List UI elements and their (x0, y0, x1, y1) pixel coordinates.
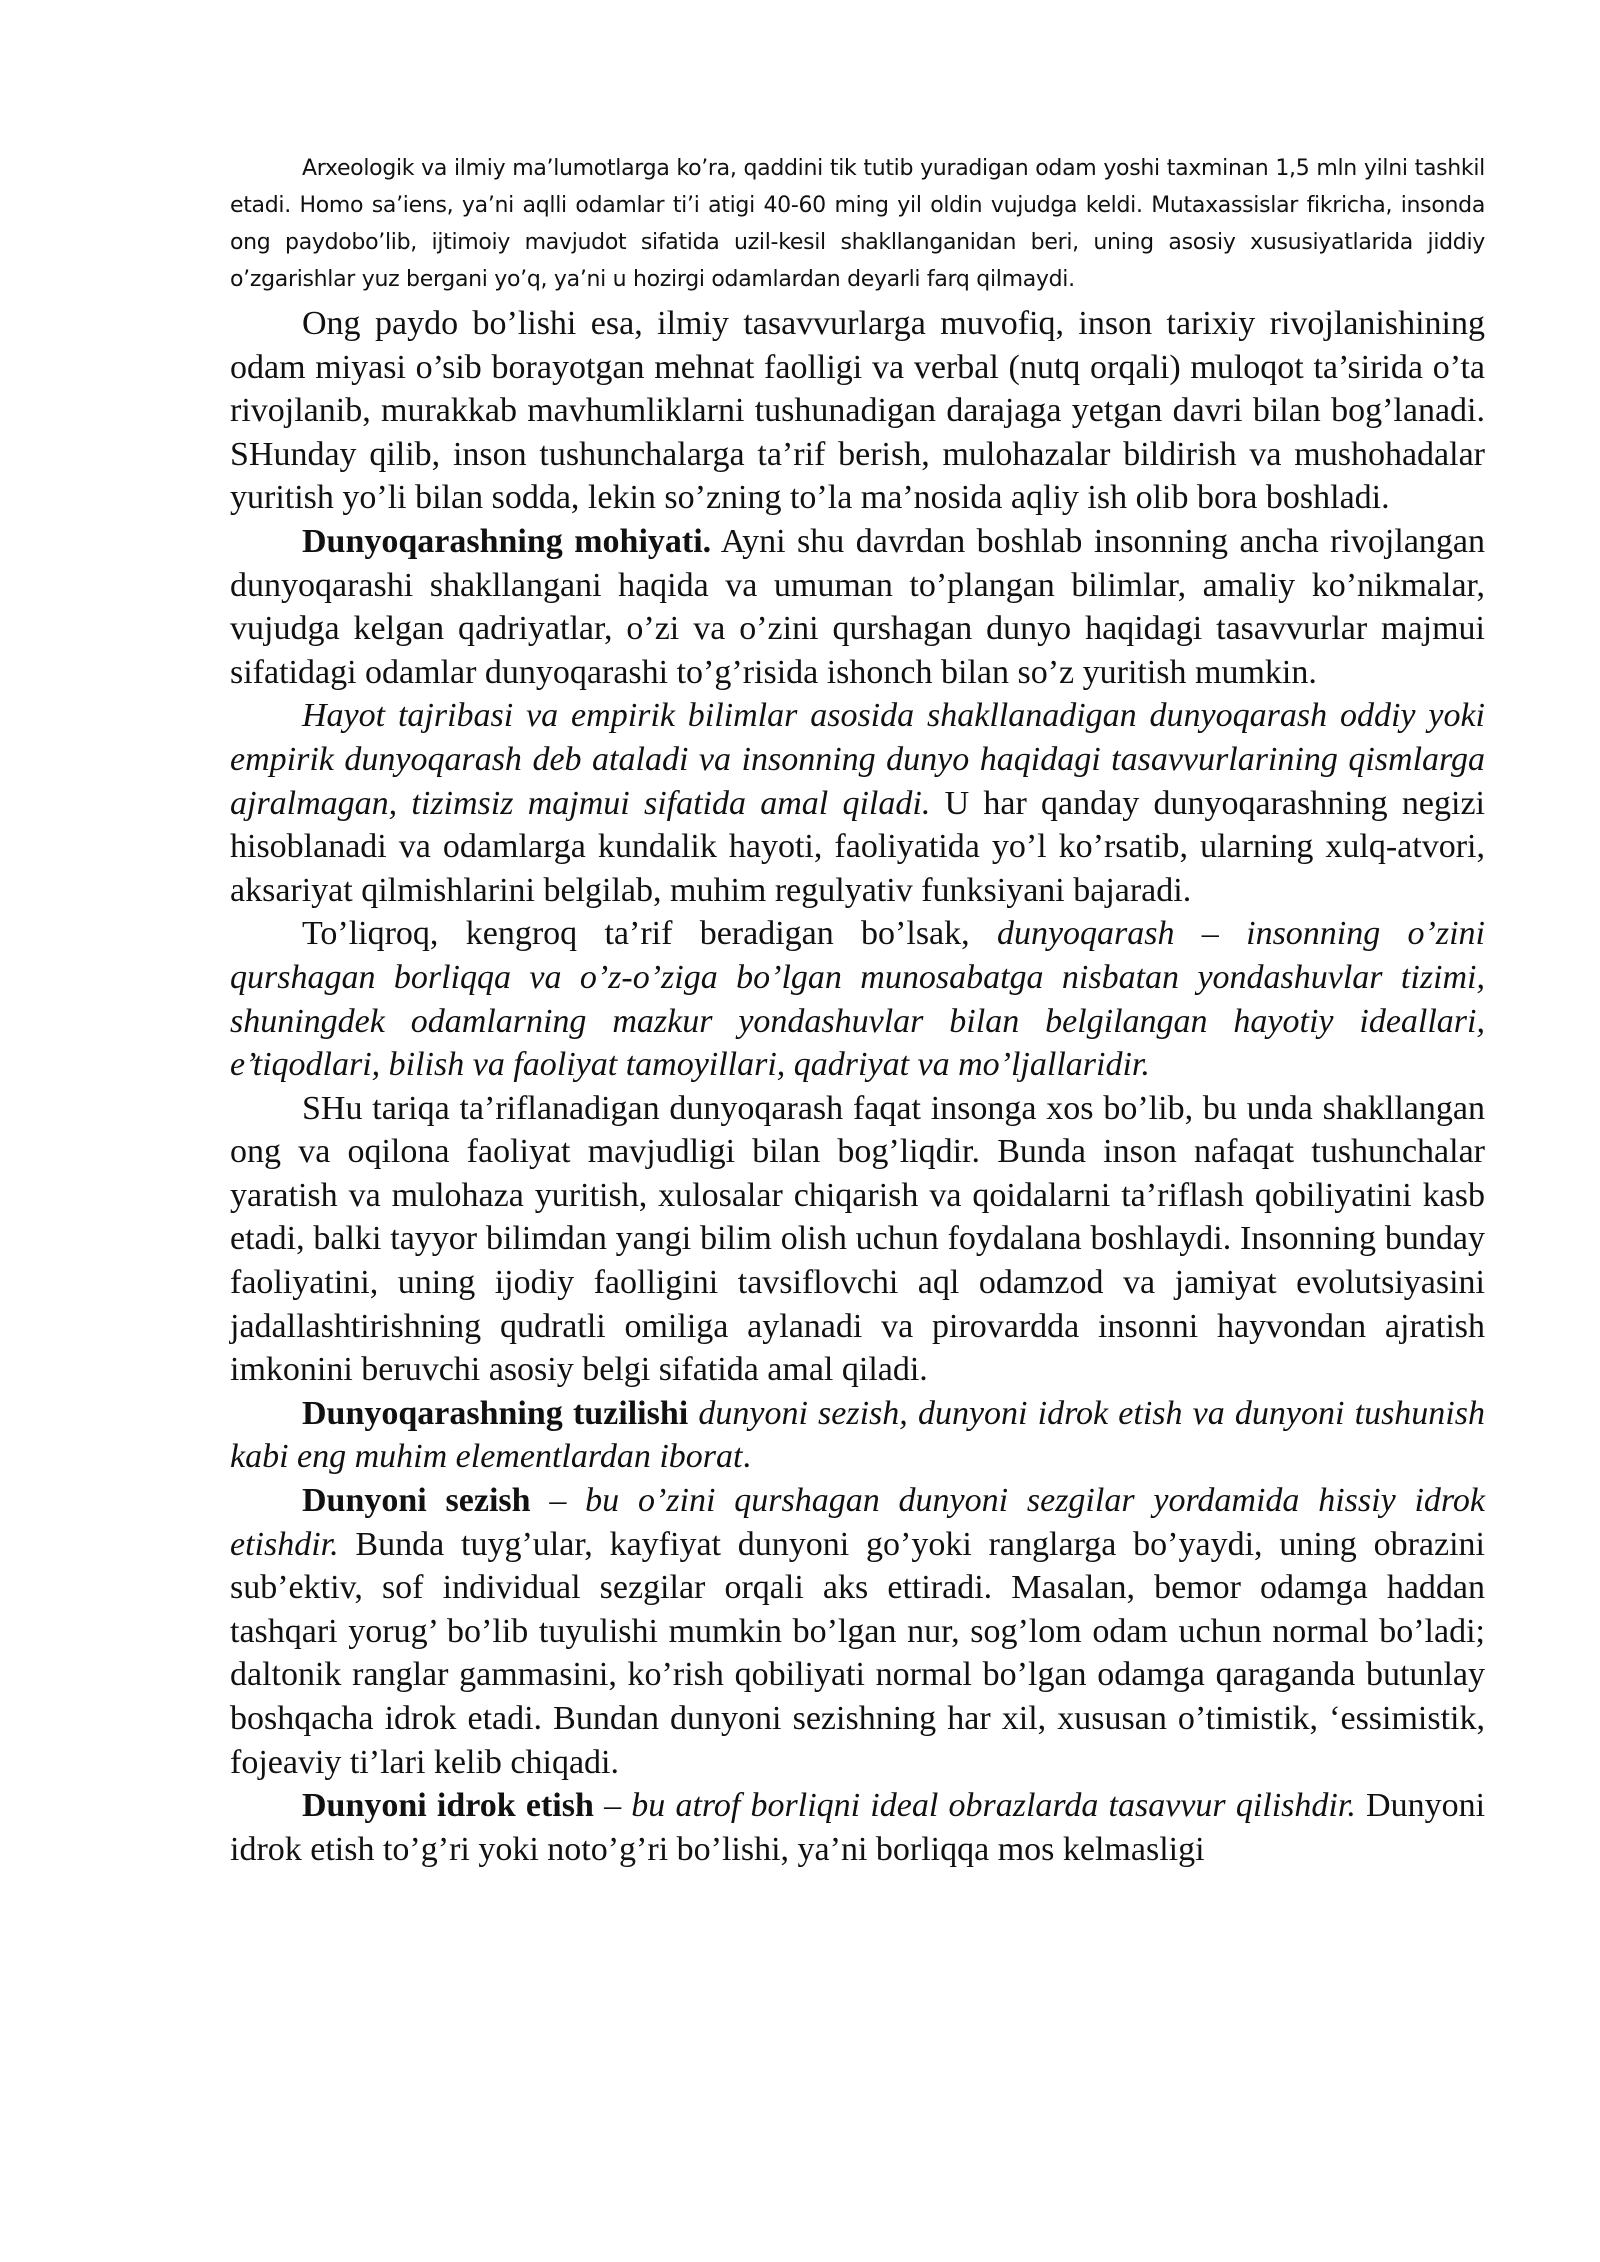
run-normal: – (530, 1482, 586, 1520)
run-normal: Dunyoni idrok etish to’g’ri yoki noto’g’ri bo’lishi, ya’ni borliqqa mos kelmasligi (230, 1787, 1486, 1868)
run-normal: U har qanday dunyoqarashning negizi hisoblanadi va odamlarga kundalik hayoti, faoliyatida yo’l ko’rsatib, ularning xulq-atvori, aksariyat qilmishlarini belgilab, muhim regulyativ funksiyani bajaradi. (230, 784, 1485, 909)
run-italic: bu o’zini qurshagan dunyoni sezgilar yordamida hissiy idrok etishdir. (230, 1482, 1485, 1563)
run-bold-heading: Dunyoqarashning tuzilishi (302, 1394, 689, 1432)
run-normal: To’liqroq, kengroq ta’rif beradigan bo’lsak, (302, 915, 997, 953)
paragraph-9 (230, 1784, 1485, 1871)
run-normal: SHu tariqa ta’riflanadigan dunyoqarash faqat insonga xos bo’lib, bu unda shakllangan ong va oqilona faoliyat mavjudligi bilan bog’liqdir. Bunda inson nafaqat tushunchalar yaratish va mulohaza yuritish, xulosalar chiqarish va qoidalarni ta’riflash qobiliyatini kasb etadi, balki tayyor bilimdan yangi bilim olish uchun foydalana boshlaydi. Insonning bunday faoliyatini, uning ijodiy faolligini tavsiflovchi aql odamzod va jamiyat evolutsiyasini jadallashtirishning qudratli omiliga aylanadi va pirovardda insonni hayvondan ajratish imkonini beruvchi asosiy belgi sifatida amal qiladi. (230, 1089, 1485, 1389)
run-normal: Ong paydo bo’lishi esa, ilmiy tasavvurlarga muvofiq, inson tarixiy rivojlanishining odam miyasi o’sib borayotgan mehnat faolligi va verbal (nutq orqali) muloqot ta’sirida o’ta rivojlanib, murakkab mavhumliklarni tushunadigan darajaga yetgan davri bilan bog’lanadi. SHunday qilib, inson tushunchalarga ta’rif berish, mulohazalar bildirish va mushohadalar yuritish yo’li bilan sodda, lekin so’zning to’la ma’nosida aqliy ish olib bora boshladi. (230, 305, 1485, 517)
run-normal: Ayni shu davrdan boshlab insonning ancha rivojlangan dunyoqarashi shakllangani haqida va umuman to’plangan bilimlar, amaliy ko’nikmalar, vujudga kelgan qadriyatlar, o’zi va o’zini qurshagan dunyo haqidagi tasavvurlar majmui sifatidagi odamlar dunyoqarashi to’g’risida ishonch bilan so’z yuritish mumkin. (230, 522, 1485, 691)
run-normal: Bunda tuyg’ular, kayfiyat dunyoni go’yoki ranglarga bo’yaydi, uning obrazini sub’ektiv, sof individual sezgilar orqali aks ettiradi. Masalan, bemor odamga haddan tashqari yorug’ bo’lib tuyulishi mumkin bo’lgan nur, sog’lom odam uchun normal bo’ladi; daltonik ranglar gammasini, ko’rish qobiliyati normal bo’lgan odamga qaraganda butunlay boshqacha idrok etadi. Bundan dunyoni sezishning har xil, xususan o’timistik, ‘essimistik, fojeaviy ti’lari kelib chiqadi. (230, 1525, 1485, 1781)
run-italic: bu atrof borliqni ideal obrazlarda tasavvur qilishdir. (631, 1787, 1356, 1825)
paragraph-1 (230, 150, 1485, 298)
run-bold-heading: Dunyoni idrok etish (302, 1787, 594, 1825)
run-italic: Hayot tajribasi va empirik bilimlar asosida shakllanadigan dunyoqarash oddiy yoki empirik dunyoqarash deb ataladi va insonning dunyo haqidagi tasavvurlarining qismlarga ajralmagan, tizimsiz majmui sifatida amal qiladi. (230, 697, 1485, 822)
document-page (230, 150, 1485, 1871)
paragraph-5 (230, 912, 1485, 1086)
run-normal: – (593, 1787, 632, 1825)
run-bold-heading: Dunyoni sezish (302, 1482, 531, 1520)
paragraph-6 (230, 1087, 1485, 1392)
paragraph-3 (230, 520, 1485, 694)
paragraph-4 (230, 694, 1485, 912)
run-normal: . (742, 1438, 751, 1476)
paragraph-2 (230, 302, 1485, 520)
paragraph-7 (230, 1392, 1485, 1479)
run-italic: dunyoqarash – insonning o’zini qurshagan borliqqa va o’z-o’ziga bo’lgan munosabatga nisbatan yondashuvlar tizimi, shuningdek odamlarning mazkur yondashuvlar bilan belgilangan hayotiy ideallari, e’tiqodlari, bilish va faoliyat tamoyillari, qadriyat va mo’ljallaridir. (230, 915, 1485, 1084)
run-italic: dunyoni sezish, dunyoni idrok etish va dunyoni tushunish kabi eng muhim elementlardan iborat (230, 1394, 1485, 1476)
paragraph-8 (230, 1479, 1485, 1784)
run-normal: Arxeologik va ilmiy ma’lumotlarga ko’ra, qaddini tik tutib yuradigan odam yoshi taxminan 1,5 mln yilni tashkil etadi. Homo sa’iens, ya’ni aqlli odamlar ti’i atigi 40-60 ming yil oldin vujudga keldi. Mutaxassislar fikricha, insonda ong paydobo’lib, ijtimoiy mavjudot sifatida uzil-kesil shakllanganidan beri, uning asosiy xususiyatlarida jiddiy o’zgarishlar yuz bergani yo’q, ya’ni u hozirgi odamlardan deyarli farq qilmaydi. (230, 156, 1485, 292)
run-bold-heading: Dunyoqarashning mohiyati. (302, 522, 712, 560)
